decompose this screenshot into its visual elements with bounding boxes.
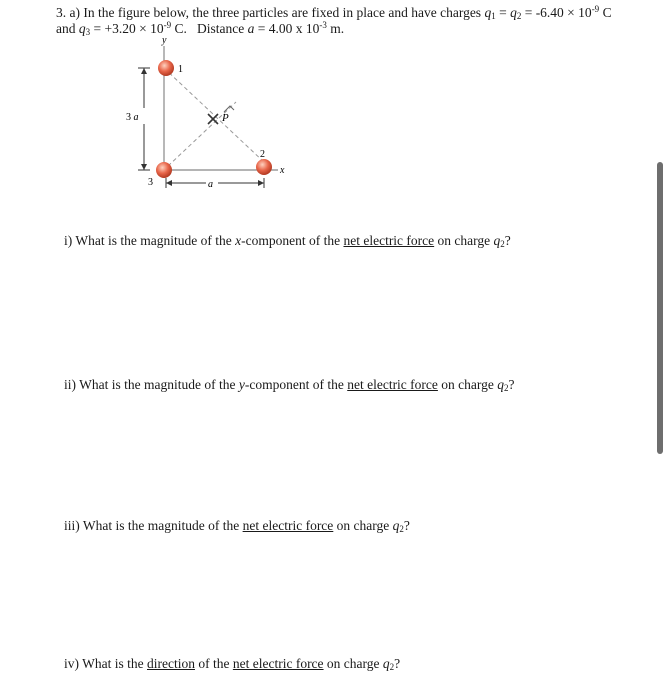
problem-part: a) — [69, 5, 80, 20]
question-text: What is the magnitude of the — [75, 233, 232, 248]
component-var: y — [238, 377, 245, 392]
q12-value: = -6.40 × 10 — [524, 5, 592, 20]
x-axis-label: x — [280, 165, 285, 176]
question-1 — [64, 233, 511, 249]
particle-2-label: 2 — [260, 149, 265, 160]
q2-sub: 2 — [516, 11, 522, 21]
question-3 — [64, 518, 410, 534]
y-axis-label: y — [162, 36, 167, 46]
underlined-term: net electric force — [343, 233, 435, 248]
q1-sub: 1 — [491, 11, 496, 21]
question-text: on charge — [336, 518, 390, 533]
question-text: What is the magnitude of the — [79, 377, 236, 392]
dashed-line-1-2 — [164, 68, 265, 163]
a-unit: m. — [330, 21, 345, 36]
component-var: x — [235, 233, 242, 248]
question-number: i) — [64, 233, 73, 248]
question-text: What is the — [82, 656, 144, 671]
particle-1 — [158, 60, 174, 76]
charge-sub: 2 — [389, 662, 395, 672]
dim-a-arrow-left-icon — [166, 180, 172, 186]
label-P: P — [222, 112, 229, 124]
particle-1-label: 1 — [178, 64, 183, 75]
question-mark: ? — [403, 518, 410, 533]
question-text: on charge — [326, 656, 380, 671]
question-mark: ? — [504, 233, 511, 248]
underlined-term: direction — [147, 656, 195, 671]
distance-label: Distance — [196, 21, 245, 36]
question-text: on charge — [441, 377, 494, 392]
underlined-term: net electric force — [242, 518, 334, 533]
label-a: a — [208, 179, 213, 190]
problem-intro: In the figure below, the three particles are fixed in place and have charges — [83, 5, 482, 20]
underlined-term: net electric force — [347, 377, 438, 392]
q2-var: q — [510, 5, 517, 20]
and-word: and — [56, 21, 76, 36]
label-3a: 3 a — [126, 112, 139, 123]
charge-var: q — [392, 518, 400, 533]
question-text: What is the magnitude of the — [82, 518, 240, 533]
vertical-scrollbar[interactable] — [657, 162, 663, 454]
problem-line-1: 3. a) In the figure below, the three particles are fixed in place and have charges $q_1 = q_2 = -6.40 \times 10^{-9}$ C — [56, 4, 612, 21]
charge-sub: 2 — [500, 239, 505, 249]
q12-unit: C — [602, 5, 612, 20]
question-number: iv) — [64, 656, 79, 671]
question-text: -component of the — [244, 377, 344, 392]
charge-sub: 2 — [399, 524, 404, 534]
question-text: of the — [198, 656, 230, 671]
question-text: -component of the — [241, 233, 341, 248]
particle-2 — [256, 159, 272, 175]
question-number: ii) — [64, 377, 76, 392]
particle-3-label: 3 — [148, 177, 153, 188]
question-mark: ? — [394, 656, 401, 671]
question-4 — [64, 656, 400, 672]
a-exponent: -3 — [319, 20, 327, 30]
problem-number: 3. — [56, 5, 67, 20]
charge-sub: 2 — [504, 383, 509, 393]
q3-sub: 3 — [85, 27, 91, 37]
q3-value: = +3.20 × 10 — [93, 21, 164, 36]
dim-a-arrow-right-icon — [258, 180, 264, 186]
question-2 — [64, 377, 515, 393]
a-value: = 4.00 x 10 — [257, 21, 320, 36]
dim-3a-arrow-down-icon — [141, 164, 147, 170]
particle-3 — [156, 162, 172, 178]
charge-var: q — [382, 656, 390, 671]
question-mark: ? — [508, 377, 515, 392]
q12-exponent: -9 — [591, 4, 600, 14]
dim-3a-arrow-up-icon — [141, 68, 147, 74]
q1-var: q — [484, 5, 492, 20]
question-number: iii) — [64, 518, 80, 533]
charge-var: q — [493, 233, 501, 248]
underlined-term: net electric force — [232, 656, 324, 671]
charge-diagram — [118, 36, 308, 196]
charge-var: q — [497, 377, 505, 392]
a-var: a — [247, 21, 255, 36]
q3-unit: C. — [174, 21, 187, 36]
q3-exponent: -9 — [163, 20, 172, 30]
question-text: on charge — [437, 233, 491, 248]
q3-var: q — [78, 21, 86, 36]
